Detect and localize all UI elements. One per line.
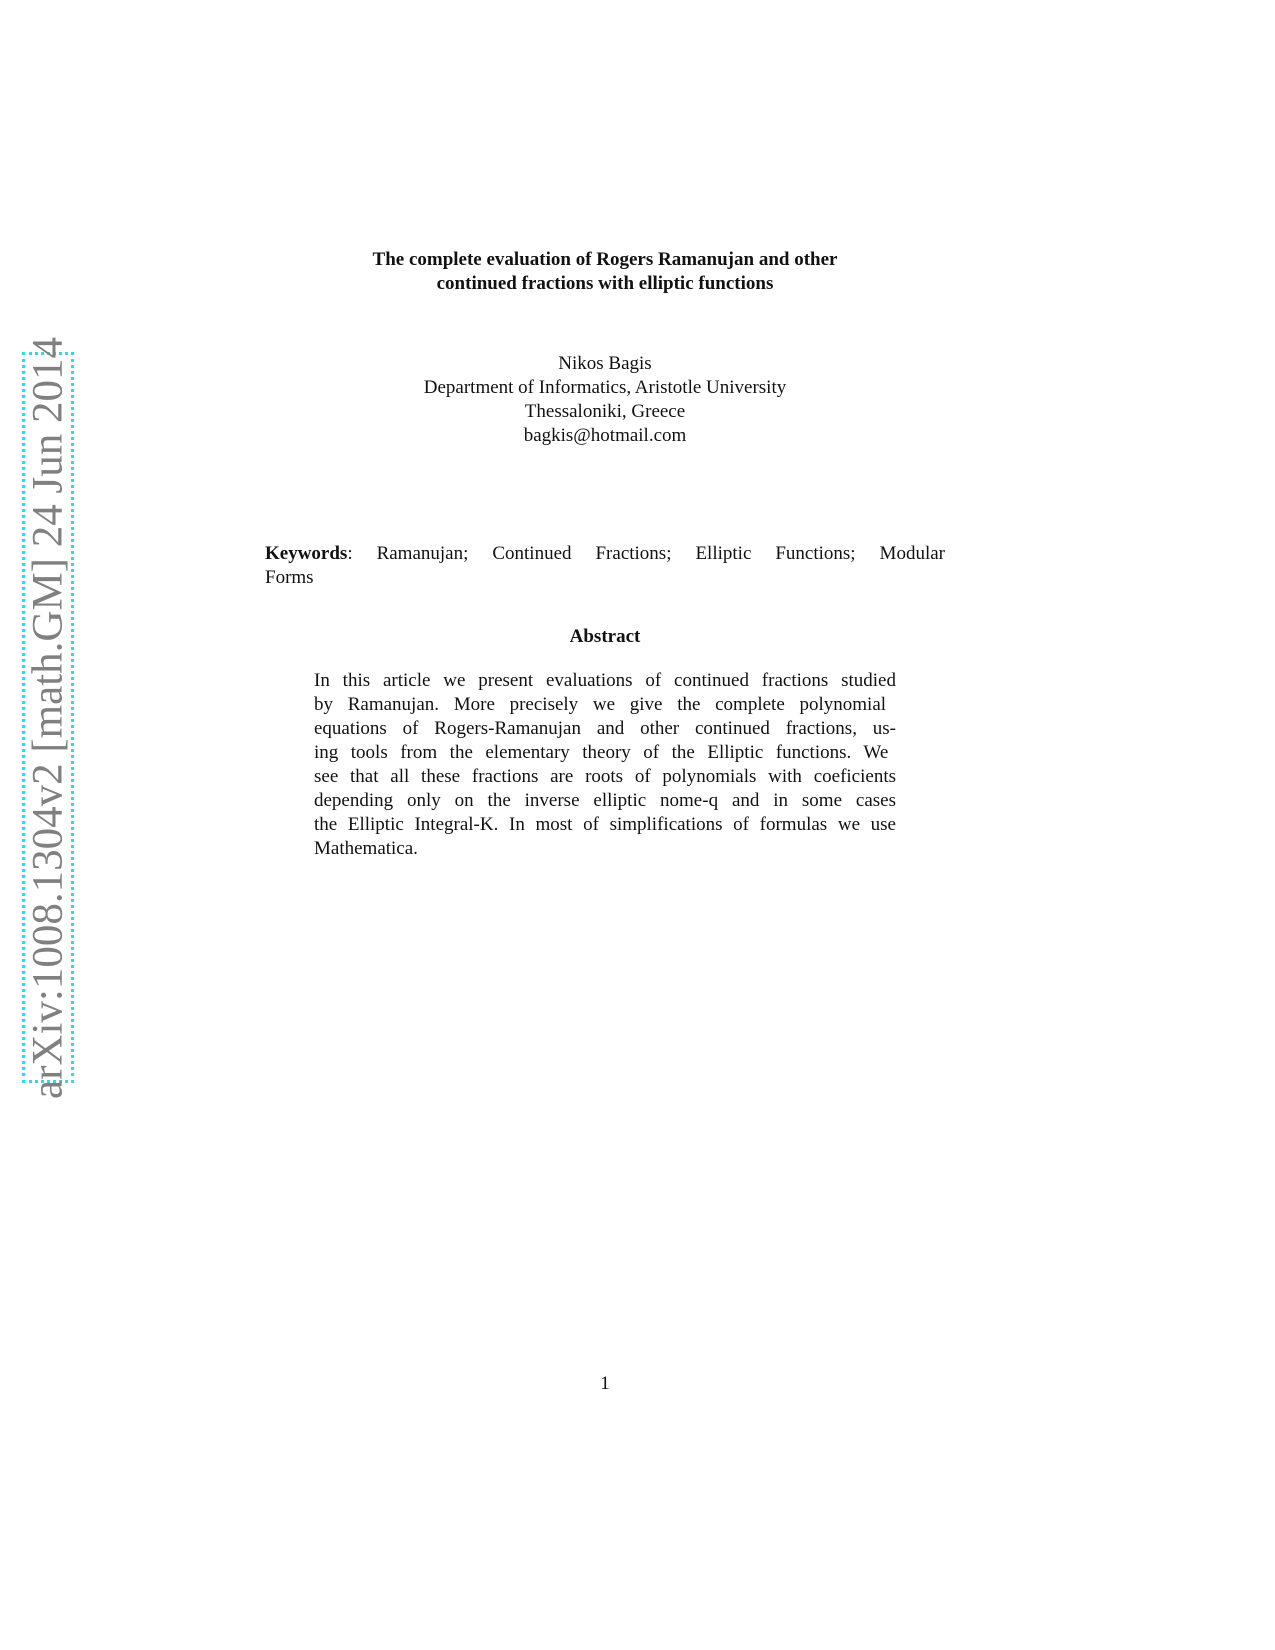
abstract-line-text: ing tools from the elementary theory of the Elliptic functions. We [314,742,889,763]
abstract-line [314,669,896,693]
arxiv-stamp-text: arXiv:1008.1304v2 [math.GM] 24 Jun 2014 [24,336,72,1099]
arxiv-stamp [22,336,74,1099]
abstract-line [314,717,896,741]
keywords-line-1 [265,542,945,566]
abstract-line [314,789,896,813]
author-affiliation: Department of Informatics, Aristotle University [423,377,787,398]
page-number: 1 [600,1373,610,1394]
author-email: bagkis@hotmail.com [523,425,687,446]
keywords-text: : Ramanujan; Continued Fractions; Elliptic Functions; Modular [347,543,945,564]
abstract-line [314,837,896,861]
abstract-line-text: see that all these fractions are roots of polynomials with coeficients [314,766,896,787]
author-name: Nikos Bagis [558,353,652,374]
abstract-line-text: the Elliptic Integral-K. In most of simplifications of formulas we use [314,814,896,835]
author-location: Thessaloniki, Greece [524,401,686,422]
abstract-heading: Abstract [569,626,641,647]
title-line-2: continued fractions with elliptic functions [436,273,774,294]
abstract-line-text: Mathematica. [314,838,418,859]
keywords-line-1-content [265,542,945,566]
abstract-line [314,813,896,837]
abstract-line-text: by Ramanujan. More precisely we give the complete polynomial [314,694,887,715]
abstract-line [314,741,896,765]
title-line-1: The complete evaluation of Rogers Ramanujan and other [372,249,838,270]
keywords-label: Keywords [265,543,348,564]
abstract-line [314,765,896,789]
abstract-line-text: In this article we present evaluations of continued fractions studied [314,670,896,691]
keywords-line-2: Forms [265,567,314,588]
abstract-line [314,693,896,717]
abstract-line-text: equations of Rogers-Ramanujan and other continued fractions, us- [314,718,896,739]
abstract-line-text: depending only on the inverse elliptic nome-q and in some cases [314,790,896,811]
